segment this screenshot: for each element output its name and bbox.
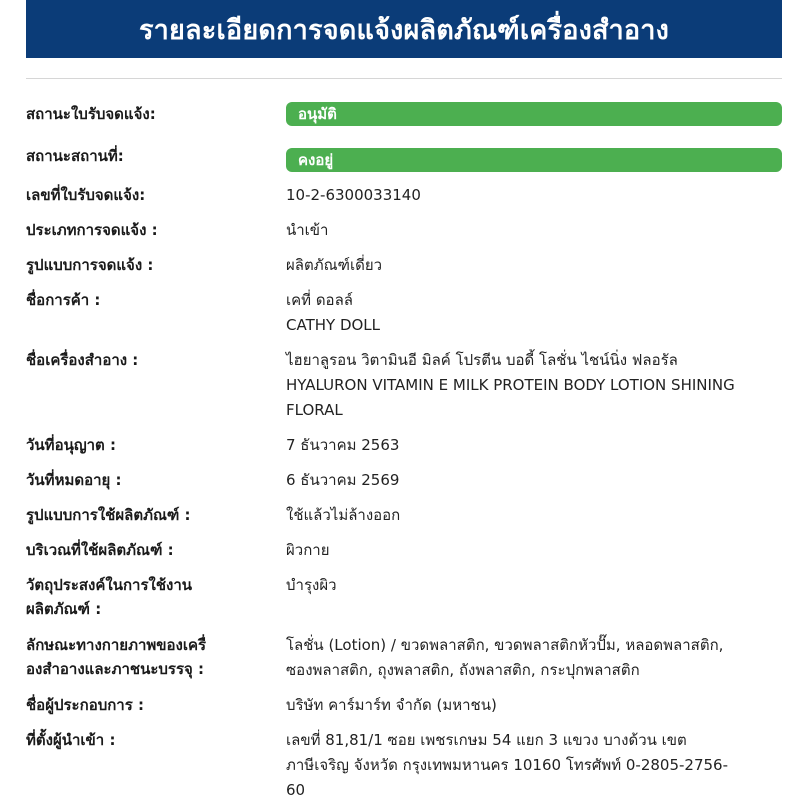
notification-type-value: นำเข้า: [286, 221, 329, 239]
page-title: รายละเอียดการจดแจ้งผลิตภัณฑ์เครื่องสำอาง: [138, 14, 670, 46]
physical-form-label: ลักษณะทางกายภาพของเครื่ องสำอางและภาชนะบรรจุ :: [26, 636, 207, 678]
cosmetic-name-label: ชื่อเครื่องสำอาง :: [26, 351, 139, 369]
notification-number-label: เลขที่ใบรับจดแจ้ง:: [26, 186, 146, 204]
expiry-date-label: วันที่หมดอายุ :: [26, 471, 122, 489]
header-divider: [26, 78, 782, 79]
notification-format-value: ผลิตภัณฑ์เดี่ยว: [286, 256, 383, 274]
operator-name-label: ชื่อผู้ประกอบการ :: [26, 696, 145, 714]
importer-address-label: ที่ตั้งผู้นำเข้า :: [26, 731, 116, 749]
importer-address-value: เลขที่ 81,81/1 ซอย เพชรเกษม 54 แยก 3 แขวง บางด้วน เขต ภาษีเจริญ จังหวัด กรุงเทพมหานคร 10160 โทรศัพท์ 0-2805-2756- 60: [286, 731, 729, 799]
notification-status-badge: อนุมัติ: [286, 102, 782, 126]
approval-date-value: 7 ธันวาคม 2563: [286, 436, 400, 454]
usage-format-value: ใช้แล้วไม่ล้างออก: [286, 506, 401, 524]
place-status-badge: คงอยู่: [286, 148, 782, 172]
notification-number-value: 10-2-6300033140: [286, 186, 421, 204]
physical-form-value: โลชั่น (Lotion) / ขวดพลาสติก, ขวดพลาสติกหัวปั๊ม, หลอดพลาสติก, ซองพลาสติก, ถุงพลาสติก, ถังพลาสติก, กระปุกพลาสติก: [286, 636, 724, 679]
purpose-value: บำรุงผิว: [286, 576, 337, 594]
place-status-label: สถานะสถานที่:: [26, 147, 124, 165]
notification-status-label: สถานะใบรับจดแจ้ง:: [26, 105, 156, 123]
notification-type-label: ประเภทการจดแจ้ง :: [26, 221, 158, 239]
notification-format-label: รูปแบบการจดแจ้ง :: [26, 256, 154, 274]
trade-name-label: ชื่อการค้า :: [26, 291, 101, 309]
cosmetic-name-value: ไฮยาลูรอน วิตามินอี มิลค์ โปรตีน บอดี้ โลชั่น ไชน์นิ่ง ฟลอรัล HYALURON VITAMIN E MILK PROTEIN BODY LOTION SHINING FLORAL: [286, 351, 735, 419]
usage-format-label: รูปแบบการใช้ผลิตภัณฑ์ :: [26, 506, 191, 524]
expiry-date-value: 6 ธันวาคม 2569: [286, 471, 400, 489]
usage-area-value: ผิวกาย: [286, 541, 330, 559]
approval-date-label: วันที่อนุญาต :: [26, 436, 116, 454]
purpose-label: วัตถุประสงค์ในการใช้งาน ผลิตภัณฑ์ :: [26, 576, 193, 618]
usage-area-label: บริเวณที่ใช้ผลิตภัณฑ์ :: [26, 541, 174, 559]
operator-name-value: บริษัท คาร์มาร์ท จำกัด (มหาชน): [286, 696, 497, 714]
page-header: [26, 0, 782, 58]
trade-name-value: เคที่ ดอลล์ CATHY DOLL: [286, 291, 381, 334]
